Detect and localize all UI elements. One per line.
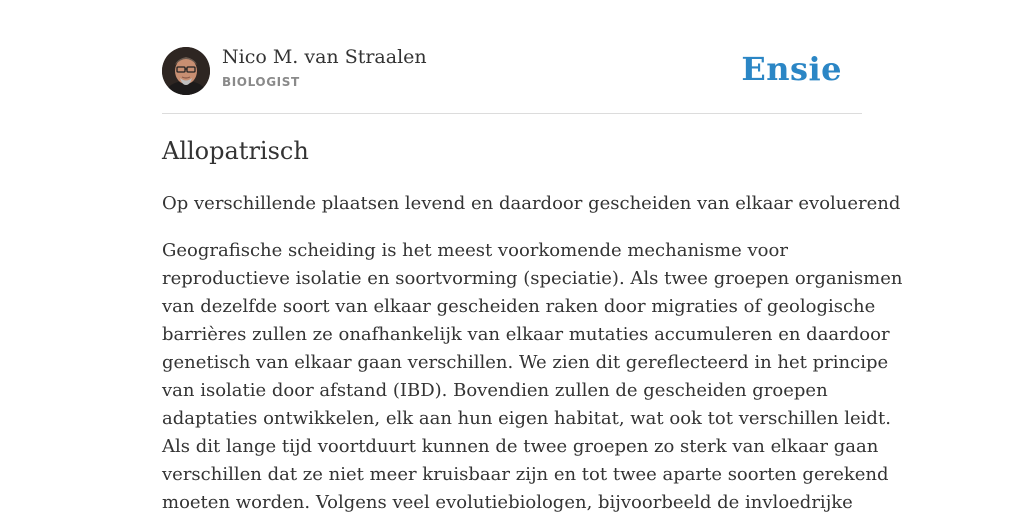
author-avatar[interactable] [162,47,210,95]
body-line: moeten worden. Volgens veel evolutiebiologen, bijvoorbeeld de invloedrijke [162,492,853,512]
author-header [162,0,862,114]
body-line: genetisch van elkaar gaan verschillen. We zien dit gereflecteerd in het principe [162,352,889,373]
body-line: Geografische scheiding is het meest voorkomende mechanisme voor [162,240,788,261]
entry-title: Allopatrisch [162,137,309,165]
brand-logo[interactable]: Ensie [741,50,842,88]
author-name[interactable]: Nico M. van Straalen [222,46,427,68]
person-photo-icon [162,47,210,95]
entry-body [162,237,903,512]
body-line: van isolatie door afstand (IBD). Bovendien zullen de gescheiden groepen [162,380,828,401]
body-line: van dezelfde soort van elkaar gescheiden raken door migraties of geologische [162,296,876,317]
body-line: reproductieve isolatie en soortvorming (speciatie). Als twee groepen organismen [162,268,903,289]
body-line: Als dit lange tijd voortduurt kunnen de twee groepen zo sterk van elkaar gaan [162,436,879,457]
body-line: adaptaties ontwikkelen, elk aan hun eigen habitat, wat ook tot verschillen leidt. [162,408,891,429]
body-line: verschillen dat ze niet meer kruisbaar zijn en tot twee aparte soorten gerekend [162,464,889,485]
entry-definition: Op verschillende plaatsen levend en daardoor gescheiden van elkaar evoluerend [162,193,901,214]
body-line: barrières zullen ze onafhankelijk van elkaar mutaties accumuleren en daardoor [162,324,890,345]
author-role: BIOLOGIST [222,75,300,89]
entry-card [162,0,903,512]
